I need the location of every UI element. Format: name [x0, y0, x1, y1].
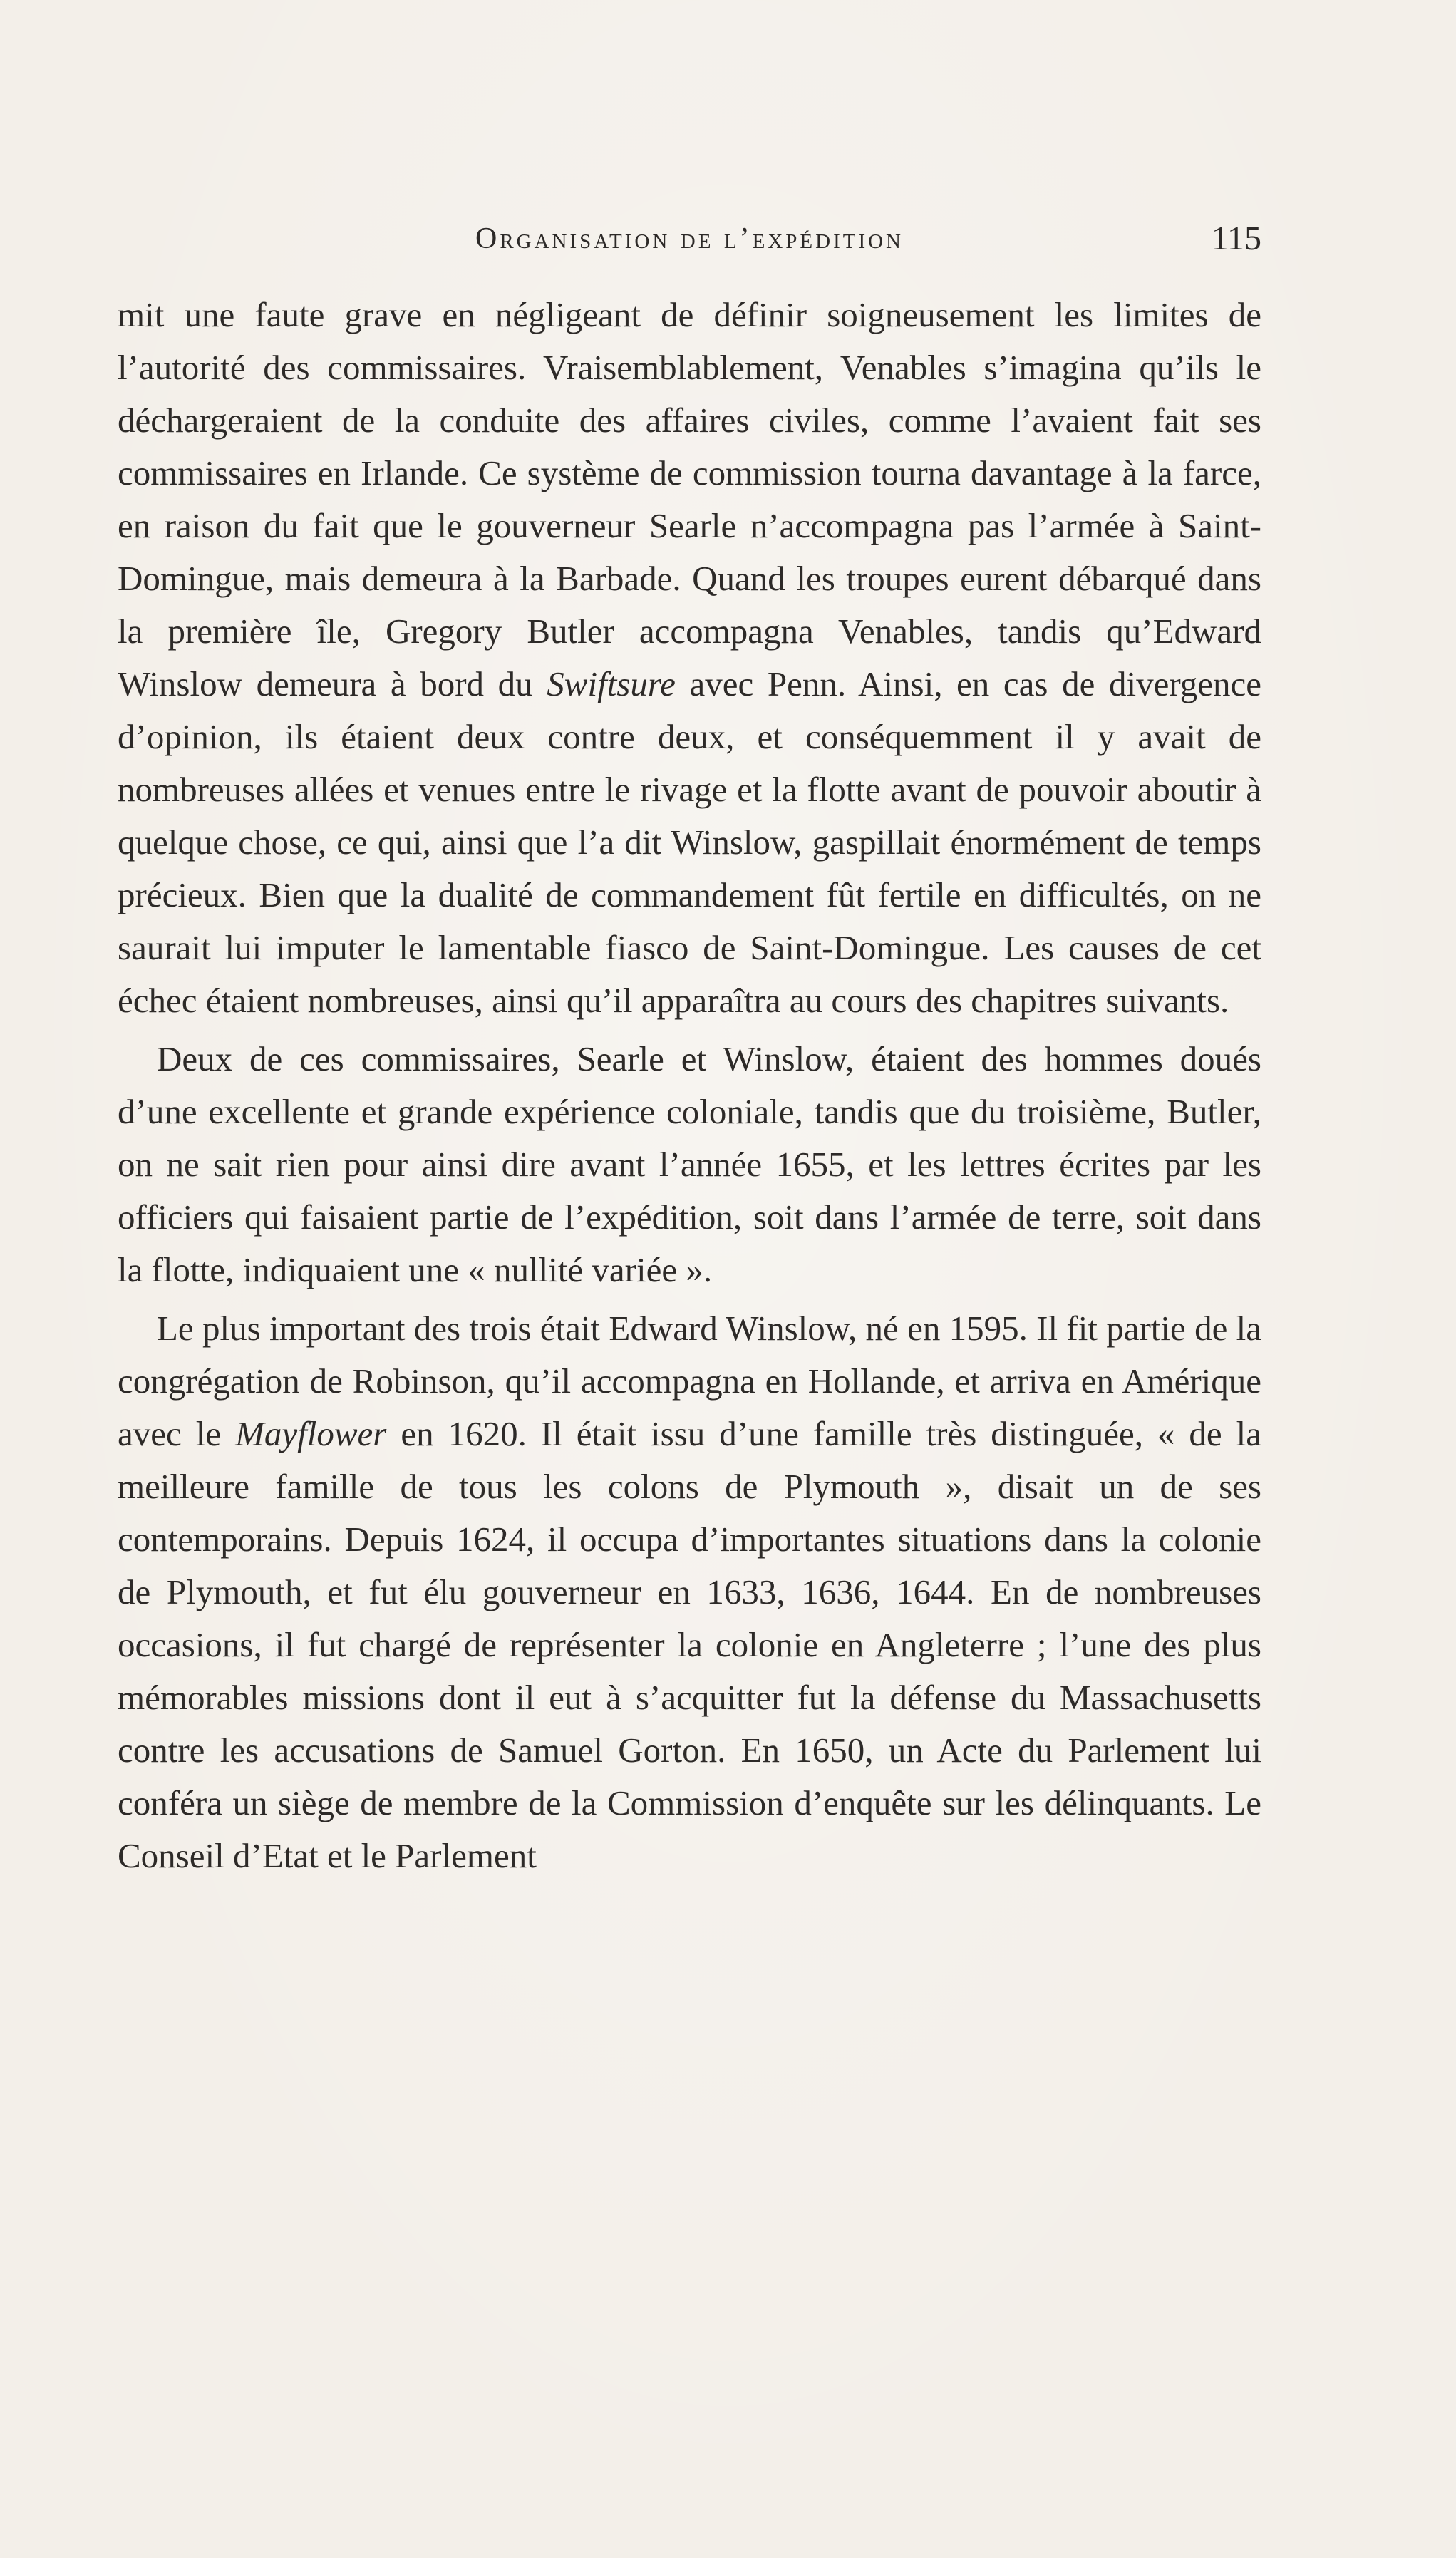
running-header	[118, 214, 1261, 264]
text-segment: avec Penn. Ainsi, en cas de divergence d’opinion, ils étaient deux contre deux, et conséquemment il y avait de nombreuses allées et venues entre le rivage et la flotte avant de pouvoir aboutir à quelque chose, ce qui, ainsi que l’a dit Winslow, gaspillait énormément de temps précieux. Bien que la dualité de commandement fût fertile en difficultés, on ne saurait lui imputer le lamentable fiasco de Saint-Domingue. Les causes de cet échec étaient nombreuses, ainsi qu’il apparaîtra au cours des chapitres suivants.	[118, 664, 1261, 1020]
page-number: 115	[1211, 220, 1261, 257]
paragraph	[118, 289, 1261, 1027]
running-title: Organisation de l’expédition	[475, 222, 904, 255]
paragraph	[118, 1033, 1261, 1296]
text-segment: mit une faute grave en négligeant de définir soigneusement les limites de l’autorité des commissaires. Vraisemblablement, Venables s’imagina qu’ils le déchargeraient de la conduite des affaires civiles, comme l’avaient fait ses commissaires en Irlande. Ce système de commission tourna davantage à la farce, en raison du fait que le gouverneur Searle n’accompagna pas l’armée à Saint-Domingue, mais demeura à la Barbade. Quand les troupes eurent débarqué dans la première île, Gregory Butler accompagna Venables, tandis qu’Edward Winslow demeura à bord du	[118, 295, 1261, 703]
ship-name-mayflower: Mayflower	[235, 1414, 387, 1453]
text-segment: en 1620. Il était issu d’une famille très distinguée, « de la meilleure famille de tous les colons de Plymouth », disait un de ses contemporains. Depuis 1624, il occupa d’importantes situations dans la colonie de Plymouth, et fut élu gouverneur en 1633, 1636, 1644. En de nombreuses occasions, il fut chargé de représenter la colonie en Angleterre ; l’une des plus mémorables missions dont il eut à s’acquitter fut la défense du Massachusetts contre les accusations de Samuel Gorton. En 1650, un Acte du Parlement lui conféra un siège de membre de la Commission d’enquête sur les délinquants. Le Conseil d’Etat et le Parlement	[118, 1414, 1262, 1875]
text-segment: Le plus important des trois était Edward Winslow, né en 1595. Il fit partie de la congrégation de Robinson, qu’il accompagna en Hollande, et arriva en Amérique avec le	[118, 1309, 1261, 1453]
paragraph	[118, 1302, 1261, 1882]
ship-name-swiftsure: Swiftsure	[547, 664, 676, 703]
text-segment: Deux de ces commissaires, Searle et Winslow, étaient des hommes doués d’une excellente et grande expérience coloniale, tandis que du troisième, Butler, on ne sait rien pour ainsi dire avant l’année 1655, et les lettres écrites par les officiers qui faisaient partie de l’expédition, soit dans l’armée de terre, soit dans la flotte, indiquaient une « nullité variée ».	[118, 1039, 1261, 1289]
body-text	[118, 289, 1261, 1882]
